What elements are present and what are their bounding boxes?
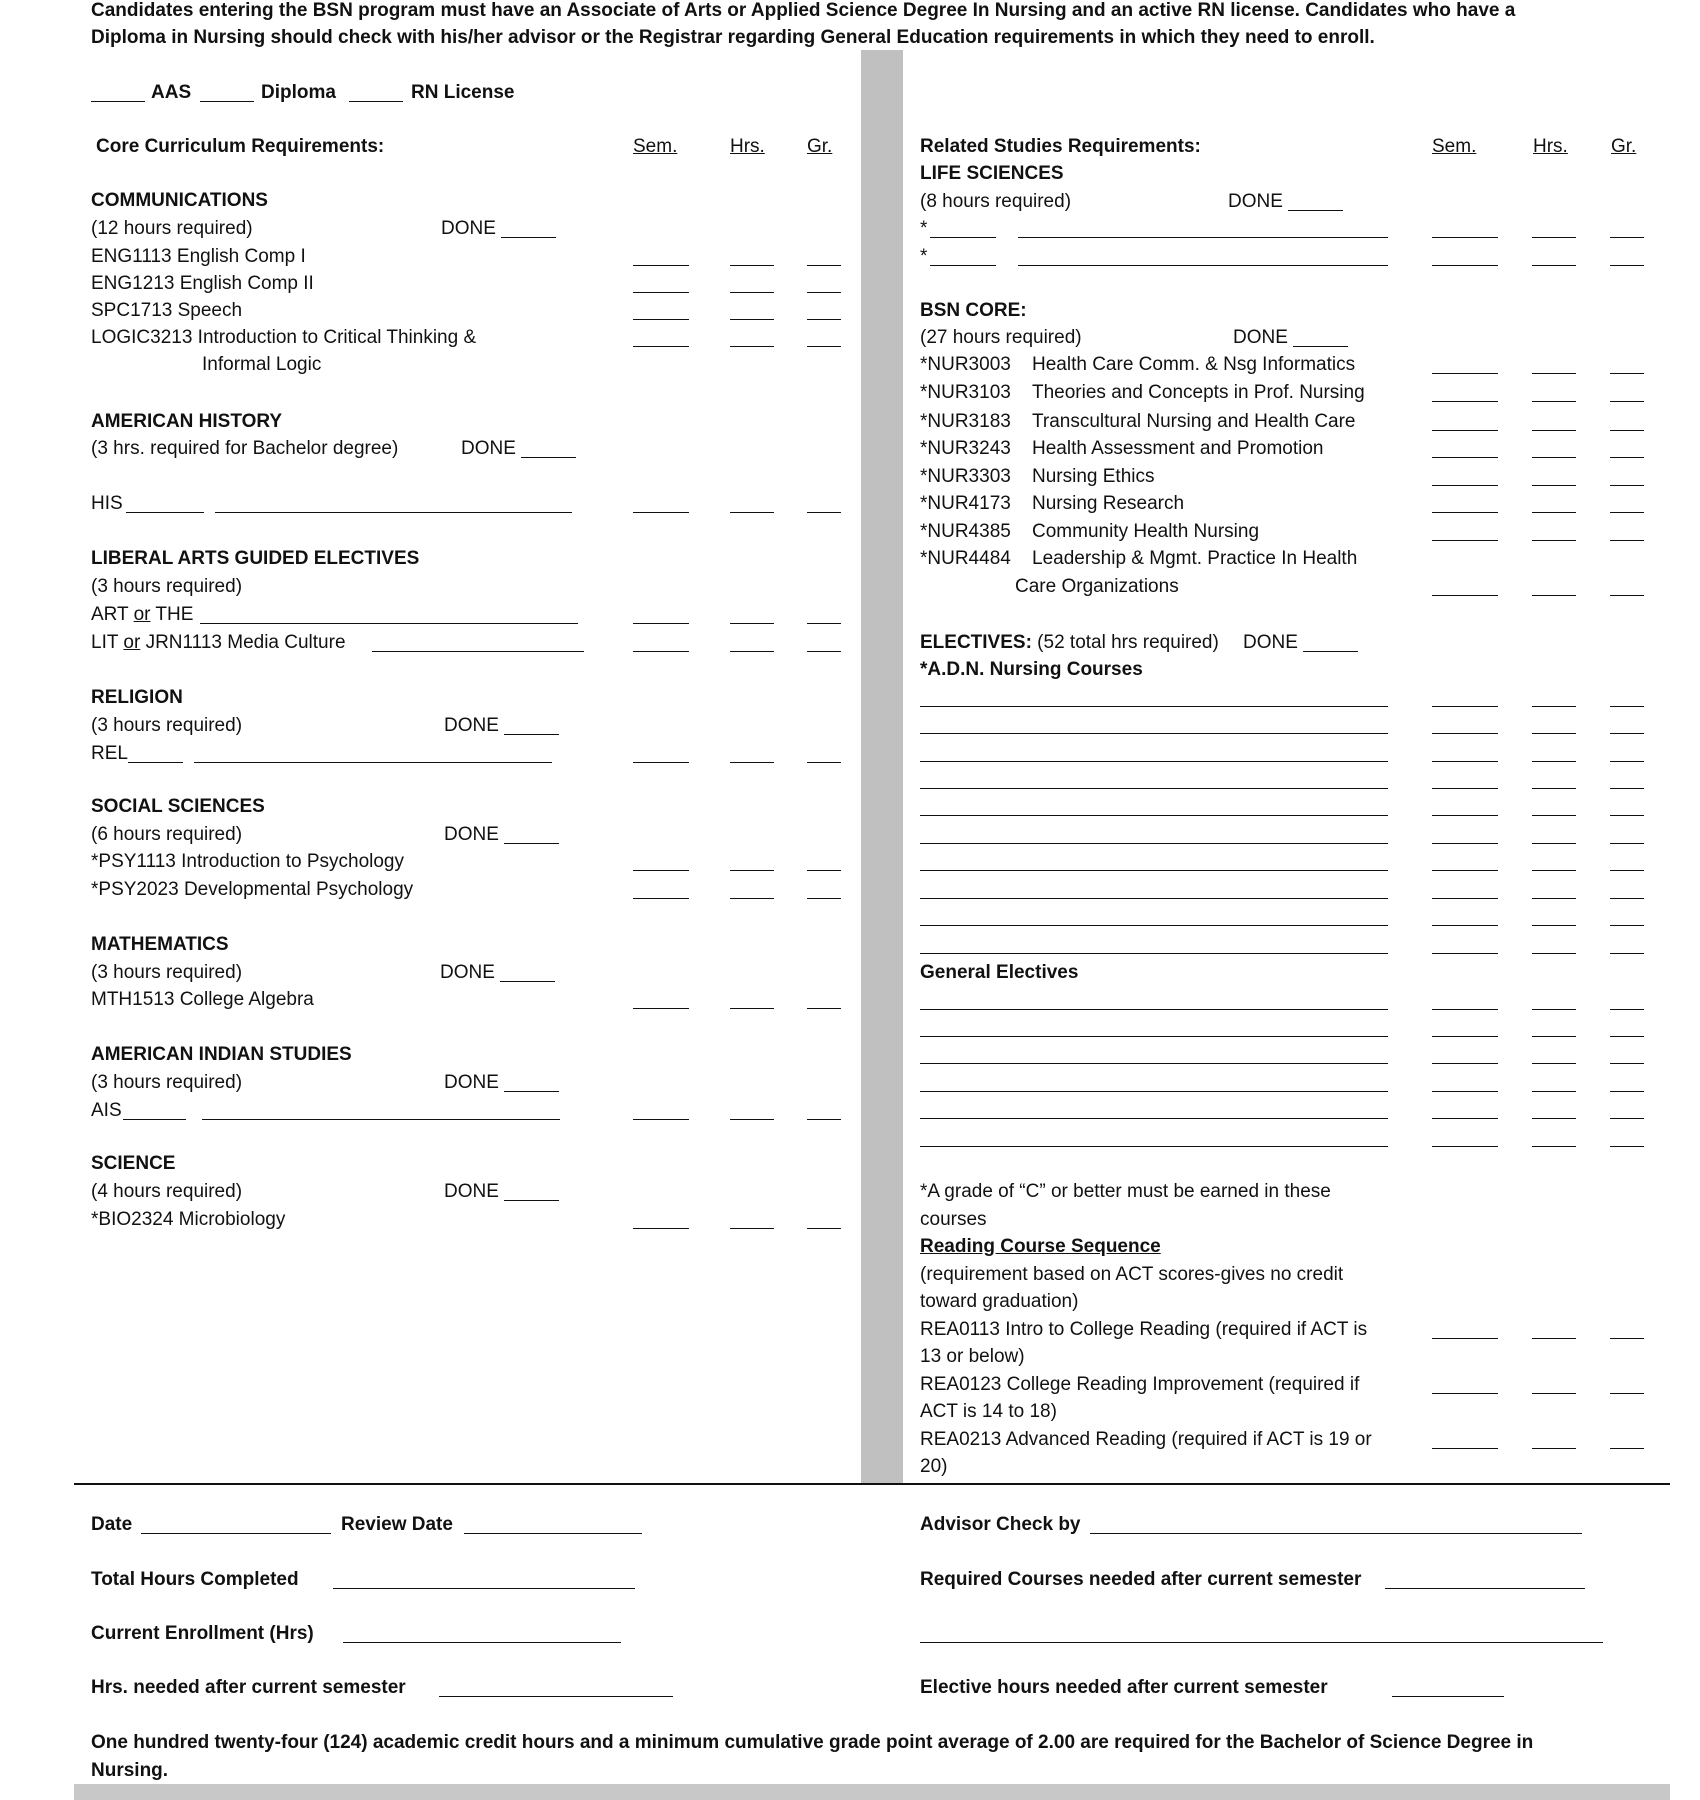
hrs-blank-right-gen0[interactable] — [1532, 1009, 1576, 1010]
hrs-blank-left-3[interactable] — [730, 346, 774, 347]
gr-blank-right-adn6[interactable] — [1610, 870, 1644, 871]
gr-blank-right-7[interactable] — [1610, 512, 1644, 513]
course-nur3183: *NUR3183 Transcultural Nursing and Health Care — [920, 411, 1356, 432]
aas-label: AAS — [151, 82, 192, 103]
intro-line-1: Candidates entering the BSN program must have an Associate of Arts or Applied Science Degree In Nursing and an active RN license. Candidates who have a — [91, 0, 1516, 21]
advisor-check-label: Advisor Check by — [920, 1514, 1081, 1535]
course-nur3103: *NUR3103 Theories and Concepts in Prof. Nursing — [920, 382, 1365, 403]
current-enrollment-field[interactable] — [343, 1642, 621, 1643]
sem-blank-right-adn3[interactable] — [1432, 788, 1498, 789]
gr-blank-left-10[interactable] — [807, 1008, 841, 1009]
course-rea0113-cont: 13 or below) — [920, 1346, 1025, 1367]
rn-check-blank[interactable] — [349, 101, 403, 102]
grade-note-line-2: courses — [920, 1209, 987, 1230]
hrs-blank-right-9[interactable] — [1532, 595, 1576, 596]
sem-blank-right-5[interactable] — [1432, 457, 1498, 458]
adn-course-blank-8[interactable] — [920, 925, 1388, 926]
gr-blank-right-adn8[interactable] — [1610, 925, 1644, 926]
hrs-blank-right-adn1[interactable] — [1532, 733, 1576, 734]
advisor-check-field[interactable] — [1090, 1533, 1582, 1534]
gr-blank-right-gen3[interactable] — [1610, 1091, 1644, 1092]
hrs-blank-left-10[interactable] — [730, 1008, 774, 1009]
sem-blank-left-5[interactable] — [633, 623, 689, 624]
hrs-blank-right-adn9[interactable] — [1532, 953, 1576, 954]
hrs-blank-right-adn3[interactable] — [1532, 788, 1576, 789]
sem-blank-right-adn0[interactable] — [1432, 706, 1498, 707]
mathematics-req: (3 hours required) — [91, 962, 243, 983]
course-nur3243: *NUR3243 Health Assessment and Promotion — [920, 438, 1324, 459]
rel-number-blank[interactable] — [128, 762, 183, 763]
his-number-blank[interactable] — [126, 512, 204, 513]
gr-blank-right-gen2[interactable] — [1610, 1063, 1644, 1064]
rel-title-blank[interactable] — [194, 762, 552, 763]
reading-req-line-2: toward graduation) — [920, 1291, 1079, 1312]
sem-blank-left-8[interactable] — [633, 870, 689, 871]
intro-line-2: Diploma in Nursing should check with his/her advisor or the Registrar regarding General Education requirements in which they need to enroll. — [91, 27, 1375, 48]
adn-course-blank-0[interactable] — [920, 706, 1388, 707]
sem-blank-left-3[interactable] — [633, 346, 689, 347]
review-date-field[interactable] — [464, 1533, 642, 1534]
gr-blank-right-adn3[interactable] — [1610, 788, 1644, 789]
american-indian-studies-req: (3 hours required) — [91, 1072, 243, 1093]
course-eng1213: ENG1213 English Comp II — [91, 273, 314, 294]
diploma-label: Diploma — [261, 82, 336, 103]
adn-course-blank-3[interactable] — [920, 788, 1388, 789]
communications-done-label: DONE — [441, 218, 496, 239]
sem-blank-left-11[interactable] — [633, 1119, 689, 1120]
gr-blank-right-adn7[interactable] — [1610, 898, 1644, 899]
hrs-blank-right-adn8[interactable] — [1532, 925, 1576, 926]
hrs-blank-right-6[interactable] — [1532, 485, 1576, 486]
hrs-needed-field[interactable] — [439, 1696, 673, 1697]
american-history-done-label: DONE — [461, 438, 516, 459]
gr-blank-right-6[interactable] — [1610, 485, 1644, 486]
american-indian-studies-done-label: DONE — [444, 1072, 499, 1093]
gr-blank-right-adn5[interactable] — [1610, 843, 1644, 844]
bottom-shaded-bar — [74, 1784, 1670, 1800]
sem-header-left: Sem. — [633, 136, 678, 157]
hrs-blank-right-0[interactable] — [1532, 237, 1576, 238]
elective-hours-needed-field[interactable] — [1392, 1696, 1504, 1697]
liberal-arts-title: LIBERAL ARTS GUIDED ELECTIVES — [91, 548, 420, 569]
gr-blank-left-2[interactable] — [807, 319, 841, 320]
hrs-blank-right-adn6[interactable] — [1532, 870, 1576, 871]
life-star-1: * — [920, 218, 928, 239]
sem-blank-left-9[interactable] — [633, 898, 689, 899]
course-rea0113: REA0113 Intro to College Reading (required if ACT is — [920, 1319, 1368, 1340]
adn-course-blank-9[interactable] — [920, 953, 1388, 954]
gr-blank-right-rea0[interactable] — [1610, 1338, 1644, 1339]
general-elective-blank-3[interactable] — [920, 1091, 1388, 1092]
degree-requirement-note: One hundred twenty-four (124) academic credit hours and a minimum cumulative grade point average of 2.00 are required for the Bachelor of Science Degree in — [91, 1732, 1534, 1753]
general-elective-blank-0[interactable] — [920, 1009, 1388, 1010]
life-course-2-number-blank[interactable] — [930, 265, 996, 266]
gr-blank-left-6[interactable] — [807, 651, 841, 652]
sem-blank-left-10[interactable] — [633, 1008, 689, 1009]
general-elective-blank-1[interactable] — [920, 1036, 1388, 1037]
degree-requirement-note-cont: Nursing. — [91, 1760, 169, 1781]
his-title-blank[interactable] — [215, 512, 572, 513]
gr-blank-right-4[interactable] — [1610, 430, 1644, 431]
rn-license-label: RN License — [411, 82, 515, 103]
ais-number-blank[interactable] — [123, 1119, 186, 1120]
hrs-blank-left-1[interactable] — [730, 292, 774, 293]
gr-blank-right-adn9[interactable] — [1610, 953, 1644, 954]
sem-header-right: Sem. — [1432, 136, 1477, 157]
gr-blank-right-0[interactable] — [1610, 237, 1644, 238]
sem-blank-right-adn6[interactable] — [1432, 870, 1498, 871]
hrs-blank-left-12[interactable] — [730, 1228, 774, 1229]
sem-blank-right-gen4[interactable] — [1432, 1118, 1498, 1119]
gr-blank-right-5[interactable] — [1610, 457, 1644, 458]
american-history-req: (3 hrs. required for Bachelor degree) — [91, 438, 399, 459]
hrs-blank-right-rea2[interactable] — [1532, 1448, 1576, 1449]
mathematics-title: MATHEMATICS — [91, 934, 229, 955]
sem-blank-right-rea0[interactable] — [1432, 1338, 1498, 1339]
course-rea0213: REA0213 Advanced Reading (required if ACT is 19 or — [920, 1429, 1372, 1450]
hrs-blank-right-4[interactable] — [1532, 430, 1576, 431]
hrs-header-left: Hrs. — [730, 136, 765, 157]
sem-blank-right-3[interactable] — [1432, 401, 1498, 402]
sem-blank-right-adn1[interactable] — [1432, 733, 1498, 734]
diploma-check-blank[interactable] — [200, 101, 254, 102]
reading-sequence-title: Reading Course Sequence — [920, 1236, 1161, 1257]
hrs-blank-right-adn7[interactable] — [1532, 898, 1576, 899]
gr-blank-left-1[interactable] — [807, 292, 841, 293]
course-nur3303: *NUR3303 Nursing Ethics — [920, 466, 1155, 487]
course-logic3213: LOGIC3213 Introduction to Critical Thinking & — [91, 327, 477, 348]
sem-blank-left-12[interactable] — [633, 1228, 689, 1229]
adn-course-blank-2[interactable] — [920, 761, 1388, 762]
gr-blank-right-adn4[interactable] — [1610, 815, 1644, 816]
sem-blank-right-2[interactable] — [1432, 373, 1498, 374]
sem-blank-right-8[interactable] — [1432, 540, 1498, 541]
current-enrollment-label: Current Enrollment (Hrs) — [91, 1623, 314, 1644]
social-sciences-req: (6 hours required) — [91, 824, 243, 845]
gr-blank-right-1[interactable] — [1610, 265, 1644, 266]
hrs-blank-right-7[interactable] — [1532, 512, 1576, 513]
hrs-blank-left-7[interactable] — [730, 762, 774, 763]
hrs-blank-left-2[interactable] — [730, 319, 774, 320]
religion-req: (3 hours required) — [91, 715, 243, 736]
science-title: SCIENCE — [91, 1153, 176, 1174]
course-rea0123-cont: ACT is 14 to 18) — [920, 1401, 1057, 1422]
science-done-blank[interactable] — [504, 1200, 559, 1201]
required-courses-field[interactable] — [1385, 1588, 1585, 1589]
sem-blank-left-2[interactable] — [633, 319, 689, 320]
course-nur4484-cont: Care Organizations — [1015, 576, 1179, 597]
gr-header-left: Gr. — [807, 136, 833, 157]
sem-blank-right-1[interactable] — [1432, 265, 1498, 266]
adn-course-blank-6[interactable] — [920, 870, 1388, 871]
religion-done-blank[interactable] — [504, 734, 559, 735]
course-spc1713: SPC1713 Speech — [91, 300, 243, 321]
course-bio2324: *BIO2324 Microbiology — [91, 1209, 286, 1230]
social-sciences-title: SOCIAL SCIENCES — [91, 796, 265, 817]
elective-hours-needed-label: Elective hours needed after current semester — [920, 1677, 1328, 1698]
required-courses-label: Required Courses needed after current semester — [920, 1569, 1362, 1590]
gr-blank-right-gen1[interactable] — [1610, 1036, 1644, 1037]
mathematics-done-label: DONE — [440, 962, 495, 983]
total-hours-field[interactable] — [333, 1588, 635, 1589]
hrs-blank-left-4[interactable] — [730, 512, 774, 513]
course-nur4385: *NUR4385 Community Health Nursing — [920, 521, 1260, 542]
hrs-blank-right-rea0[interactable] — [1532, 1338, 1576, 1339]
sem-blank-right-rea2[interactable] — [1432, 1448, 1498, 1449]
sem-blank-right-6[interactable] — [1432, 485, 1498, 486]
gr-blank-right-adn1[interactable] — [1610, 733, 1644, 734]
course-logic3213-cont: Informal Logic — [202, 354, 322, 375]
sem-blank-right-adn9[interactable] — [1432, 953, 1498, 954]
life-sciences-done-label: DONE — [1228, 191, 1283, 212]
gr-blank-right-gen4[interactable] — [1610, 1118, 1644, 1119]
hrs-blank-right-rea1[interactable] — [1532, 1393, 1576, 1394]
hrs-needed-label: Hrs. needed after current semester — [91, 1677, 406, 1698]
sem-blank-right-adn2[interactable] — [1432, 761, 1498, 762]
sem-blank-left-7[interactable] — [633, 762, 689, 763]
hrs-blank-right-gen3[interactable] — [1532, 1091, 1576, 1092]
hrs-blank-right-gen2[interactable] — [1532, 1063, 1576, 1064]
religion-done-label: DONE — [444, 715, 499, 736]
required-courses-field-2[interactable] — [920, 1642, 1603, 1643]
hrs-blank-right-adn5[interactable] — [1532, 843, 1576, 844]
gr-blank-right-gen0[interactable] — [1610, 1009, 1644, 1010]
sem-blank-right-9[interactable] — [1432, 595, 1498, 596]
mathematics-done-blank[interactable] — [500, 981, 555, 982]
communications-title: COMMUNICATIONS — [91, 190, 268, 211]
gr-blank-left-12[interactable] — [807, 1228, 841, 1229]
general-elective-blank-4[interactable] — [920, 1118, 1388, 1119]
grade-note-line-1: *A grade of “C” or better must be earned in these — [920, 1181, 1331, 1202]
adn-course-blank-5[interactable] — [920, 843, 1388, 844]
ais-title-blank[interactable] — [202, 1119, 560, 1120]
hrs-blank-left-8[interactable] — [730, 870, 774, 871]
ais-prefix: AIS — [91, 1100, 122, 1121]
hrs-header-right: Hrs. — [1533, 136, 1568, 157]
sem-blank-left-1[interactable] — [633, 292, 689, 293]
hrs-blank-left-11[interactable] — [730, 1119, 774, 1120]
communications-req: (12 hours required) — [91, 218, 253, 239]
life-sciences-title: LIFE SCIENCES — [920, 163, 1064, 184]
course-psy1113: *PSY1113 Introduction to Psychology — [91, 851, 404, 872]
hrs-blank-right-adn4[interactable] — [1532, 815, 1576, 816]
related-studies-title: Related Studies Requirements: — [920, 136, 1201, 157]
sem-blank-right-adn8[interactable] — [1432, 925, 1498, 926]
hrs-blank-right-8[interactable] — [1532, 540, 1576, 541]
rel-prefix: REL — [91, 743, 128, 764]
aas-check-blank[interactable] — [91, 101, 145, 102]
communications-done-blank[interactable] — [501, 237, 556, 238]
sem-blank-right-gen5[interactable] — [1432, 1146, 1498, 1147]
course-rea0123: REA0123 College Reading Improvement (required if — [920, 1374, 1360, 1395]
hrs-blank-right-adn0[interactable] — [1532, 706, 1576, 707]
hrs-blank-left-9[interactable] — [730, 898, 774, 899]
sem-blank-right-4[interactable] — [1432, 430, 1498, 431]
general-elective-blank-2[interactable] — [920, 1063, 1388, 1064]
gr-header-right: Gr. — [1611, 136, 1637, 157]
gr-blank-left-11[interactable] — [807, 1119, 841, 1120]
gr-blank-left-3[interactable] — [807, 346, 841, 347]
american-indian-studies-done-blank[interactable] — [504, 1091, 559, 1092]
life-star-2: * — [920, 246, 928, 267]
life-sciences-done-blank[interactable] — [1288, 210, 1343, 211]
religion-title: RELIGION — [91, 687, 183, 708]
total-hours-label: Total Hours Completed — [91, 1569, 299, 1590]
american-indian-studies-title: AMERICAN INDIAN STUDIES — [91, 1044, 352, 1065]
gr-blank-right-rea2[interactable] — [1610, 1448, 1644, 1449]
electives-title: ELECTIVES: (52 total hrs required) — [920, 632, 1219, 653]
sem-blank-left-4[interactable] — [633, 512, 689, 513]
course-rea0213-cont: 20) — [920, 1456, 948, 1477]
hrs-blank-left-5[interactable] — [730, 623, 774, 624]
science-done-label: DONE — [444, 1181, 499, 1202]
social-sciences-done-label: DONE — [444, 824, 499, 845]
sem-blank-right-gen0[interactable] — [1432, 1009, 1498, 1010]
hrs-blank-right-1[interactable] — [1532, 265, 1576, 266]
hrs-blank-right-gen5[interactable] — [1532, 1146, 1576, 1147]
hrs-blank-right-gen4[interactable] — [1532, 1118, 1576, 1119]
sem-blank-right-adn7[interactable] — [1432, 898, 1498, 899]
gr-blank-left-0[interactable] — [807, 265, 841, 266]
hrs-blank-right-5[interactable] — [1532, 457, 1576, 458]
gr-blank-right-gen5[interactable] — [1610, 1146, 1644, 1147]
general-elective-blank-5[interactable] — [920, 1146, 1388, 1147]
bsn-core-done-blank[interactable] — [1293, 346, 1348, 347]
lit-or-jrn-label: LIT or JRN1113 Media Culture — [91, 632, 346, 653]
social-sciences-done-blank[interactable] — [504, 843, 559, 844]
date-field[interactable] — [141, 1533, 331, 1534]
general-electives-title: General Electives — [920, 962, 1079, 983]
bsn-core-title: BSN CORE: — [920, 300, 1027, 321]
hrs-blank-right-3[interactable] — [1532, 401, 1576, 402]
gr-blank-left-5[interactable] — [807, 623, 841, 624]
review-date-label: Review Date — [341, 1514, 453, 1535]
gr-blank-left-8[interactable] — [807, 870, 841, 871]
core-curriculum-title: Core Curriculum Requirements: — [96, 136, 385, 157]
adn-nursing-courses-label: *A.D.N. Nursing Courses — [920, 659, 1143, 680]
liberal-arts-req: (3 hours required) — [91, 576, 243, 597]
hrs-blank-right-adn2[interactable] — [1532, 761, 1576, 762]
sem-blank-left-6[interactable] — [633, 651, 689, 652]
gr-blank-right-3[interactable] — [1610, 401, 1644, 402]
gr-blank-right-9[interactable] — [1610, 595, 1644, 596]
electives-done-label: DONE — [1243, 632, 1298, 653]
art-or-the-label: ART or THE — [91, 604, 194, 625]
life-course-1-title-blank[interactable] — [1018, 237, 1388, 238]
american-history-done-blank[interactable] — [521, 457, 576, 458]
sem-blank-right-rea1[interactable] — [1432, 1393, 1498, 1394]
sem-blank-right-0[interactable] — [1432, 237, 1498, 238]
course-mth1513: MTH1513 College Algebra — [91, 989, 314, 1010]
course-psy2023: *PSY2023 Developmental Psychology — [91, 879, 414, 900]
his-prefix: HIS — [91, 493, 123, 514]
gr-blank-right-8[interactable] — [1610, 540, 1644, 541]
sem-blank-right-gen3[interactable] — [1432, 1091, 1498, 1092]
science-req: (4 hours required) — [91, 1181, 243, 1202]
gr-blank-left-7[interactable] — [807, 762, 841, 763]
hrs-blank-left-6[interactable] — [730, 651, 774, 652]
electives-done-blank[interactable] — [1303, 651, 1358, 652]
column-divider — [861, 50, 903, 1483]
sem-blank-right-gen2[interactable] — [1432, 1063, 1498, 1064]
american-history-title: AMERICAN HISTORY — [91, 411, 283, 432]
bsn-core-req: (27 hours required) — [920, 327, 1082, 348]
sem-blank-right-7[interactable] — [1432, 512, 1498, 513]
art-or-the-blank[interactable] — [200, 623, 578, 624]
course-nur3003: *NUR3003 Health Care Comm. & Nsg Informatics — [920, 354, 1356, 375]
gr-blank-left-4[interactable] — [807, 512, 841, 513]
life-course-1-number-blank[interactable] — [930, 237, 996, 238]
sem-blank-right-adn4[interactable] — [1432, 815, 1498, 816]
section-divider — [74, 1483, 1670, 1485]
hrs-blank-left-0[interactable] — [730, 265, 774, 266]
life-sciences-req: (8 hours required) — [920, 191, 1072, 212]
gr-blank-right-adn2[interactable] — [1610, 761, 1644, 762]
course-nur4173: *NUR4173 Nursing Research — [920, 493, 1185, 514]
gr-blank-right-rea1[interactable] — [1610, 1393, 1644, 1394]
gr-blank-left-9[interactable] — [807, 898, 841, 899]
reading-req-line-1: (requirement based on ACT scores-gives no credit — [920, 1264, 1344, 1285]
sem-blank-right-gen1[interactable] — [1432, 1036, 1498, 1037]
gr-blank-right-2[interactable] — [1610, 373, 1644, 374]
course-eng1113: ENG1113 English Comp I — [91, 246, 306, 267]
hrs-blank-right-gen1[interactable] — [1532, 1036, 1576, 1037]
life-course-2-title-blank[interactable] — [1018, 265, 1388, 266]
adn-course-blank-1[interactable] — [920, 733, 1388, 734]
adn-course-blank-4[interactable] — [920, 815, 1388, 816]
lit-or-jrn-blank[interactable] — [372, 651, 584, 652]
hrs-blank-right-2[interactable] — [1532, 373, 1576, 374]
gr-blank-right-adn0[interactable] — [1610, 706, 1644, 707]
bsn-core-done-label: DONE — [1233, 327, 1288, 348]
sem-blank-right-adn5[interactable] — [1432, 843, 1498, 844]
sem-blank-left-0[interactable] — [633, 265, 689, 266]
adn-course-blank-7[interactable] — [920, 898, 1388, 899]
course-nur4484: *NUR4484 Leadership & Mgmt. Practice In Health — [920, 548, 1358, 569]
date-label: Date — [91, 1514, 133, 1535]
